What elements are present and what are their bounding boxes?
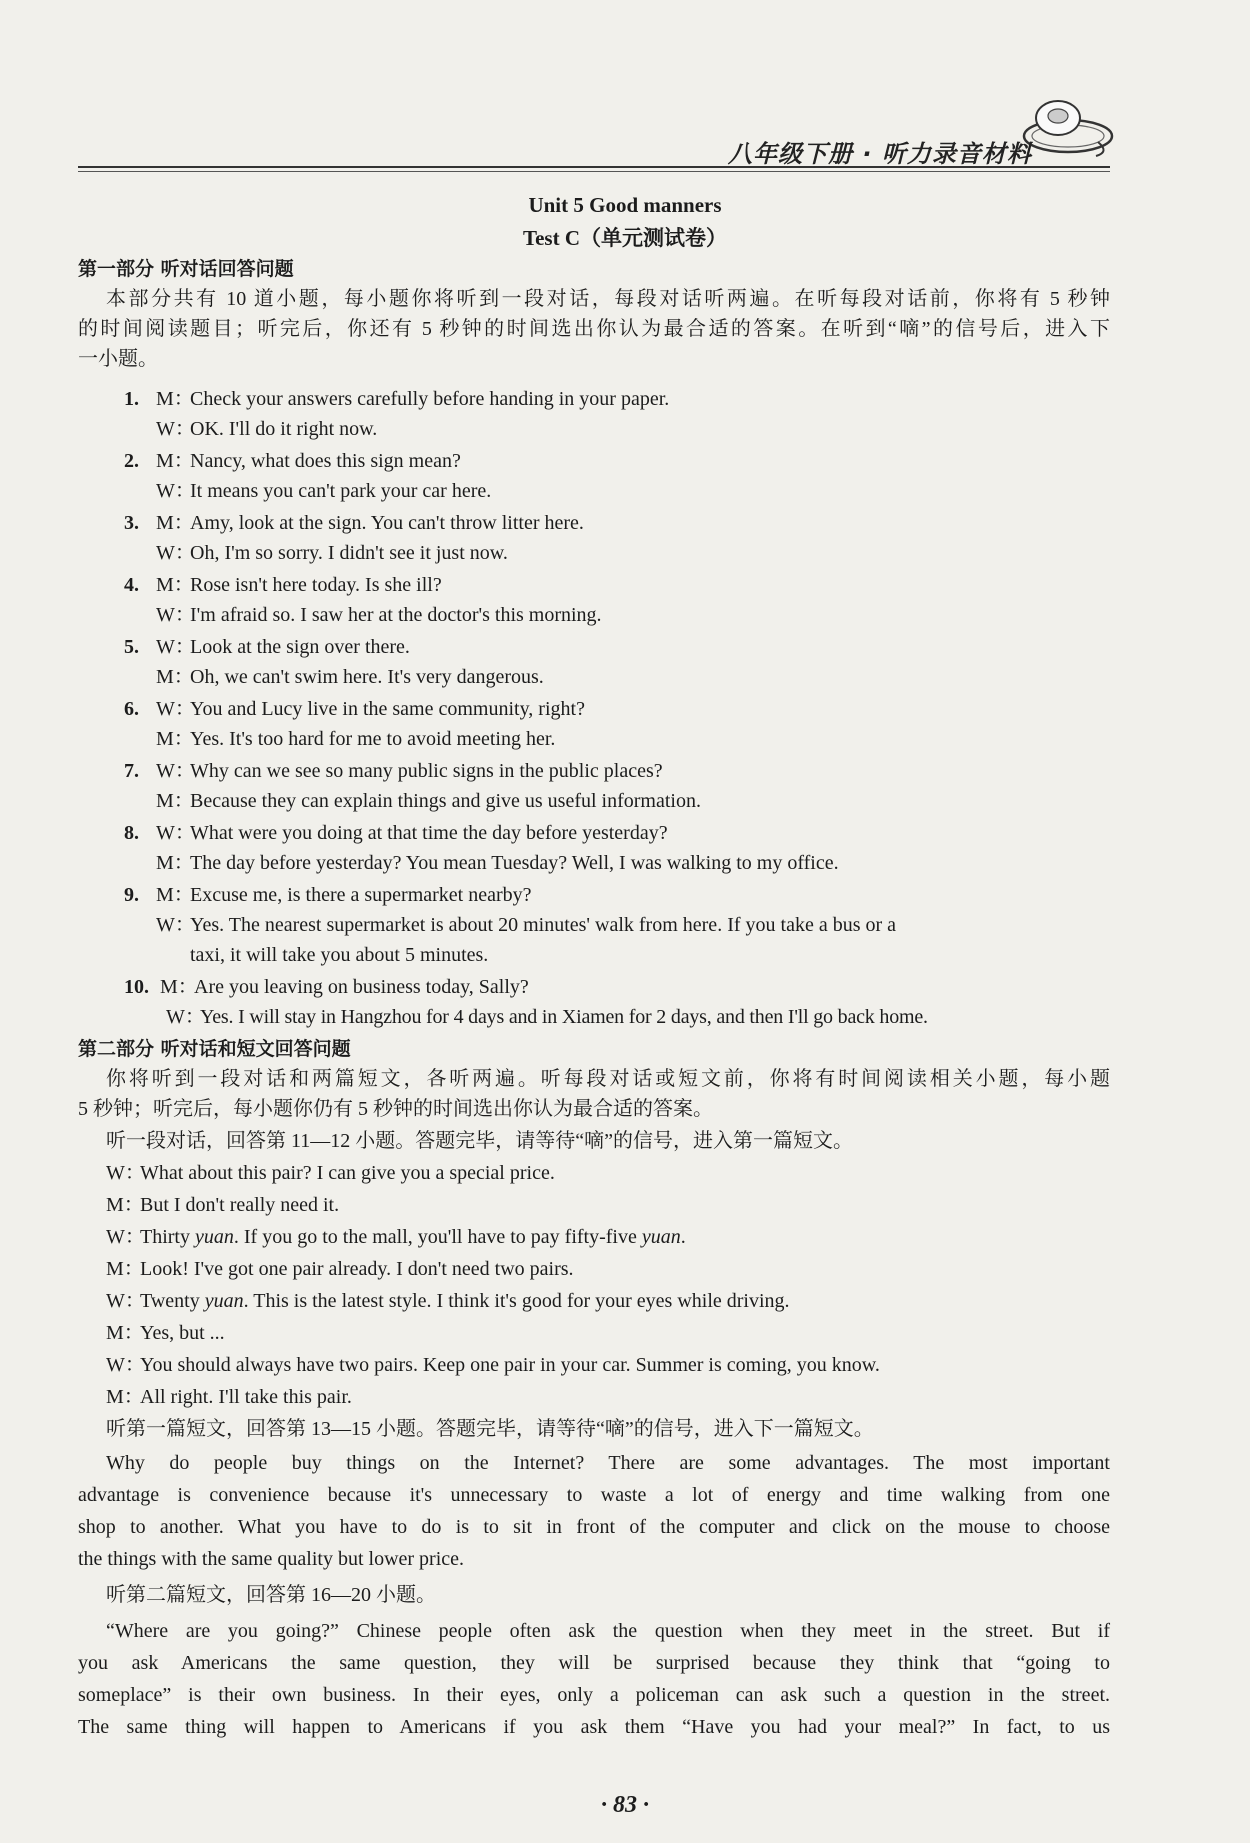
dialogue-text: Are you leaving on business today, Sally? — [194, 976, 529, 998]
speaker: M： — [160, 976, 198, 998]
question-number: 3. — [124, 512, 139, 534]
question-number: 2. — [124, 450, 139, 472]
speaker: W： — [156, 604, 195, 626]
header-rule — [78, 166, 1110, 168]
speaker: W： — [156, 636, 195, 658]
question-line — [124, 819, 668, 847]
dialogue-text: Rose isn't here today. Is she ill? — [190, 574, 442, 596]
question-line — [124, 695, 585, 723]
speaker: M： — [106, 1258, 144, 1280]
question-line — [124, 447, 461, 475]
dialogue-text: taxi, it will take you about 5 minutes. — [190, 944, 489, 966]
dialogue-italic: yuan — [204, 1290, 244, 1312]
speaker: W： — [106, 1226, 145, 1248]
speaker: M： — [156, 790, 194, 812]
question-number: 6. — [124, 698, 139, 720]
dialogue-italic: yuan — [641, 1226, 681, 1248]
dialogue-line — [106, 1159, 555, 1187]
question-number: 5. — [124, 636, 139, 658]
speaker: W： — [156, 480, 195, 502]
speaker: M： — [156, 574, 194, 596]
speaker: M： — [156, 728, 194, 750]
dialogue-text: You should always have two pairs. Keep one pair in your car. Summer is coming, you know. — [140, 1354, 880, 1376]
page-number: · 83 · — [601, 1792, 649, 1818]
header-rule-thin — [78, 171, 1110, 172]
speaker: W： — [156, 542, 195, 564]
question-line — [156, 725, 555, 753]
dialogue-text: I'm afraid so. I saw her at the doctor's this morning. — [190, 604, 602, 626]
dialogue-text: All right. I'll take this pair. — [140, 1386, 352, 1408]
speaker: M： — [156, 388, 194, 410]
unit-title: Unit 5 Good manners — [528, 193, 722, 217]
passage1-line: Why do people buy things on the Internet? There are some advantages. The most important — [106, 1452, 1110, 1474]
dialogue-line — [106, 1223, 686, 1251]
speaker: M： — [156, 450, 194, 472]
dialogue-text: What were you doing at that time the day before yesterday? — [190, 822, 668, 844]
question-line — [156, 477, 491, 505]
question-line — [156, 911, 1110, 939]
dialogue-text: OK. I'll do it right now. — [190, 418, 378, 440]
question-line — [156, 415, 377, 443]
dialogue-text: It means you can't park your car here. — [190, 480, 492, 502]
question-line — [156, 539, 508, 567]
dialogue-text: Yes, but ... — [140, 1322, 225, 1344]
part1-intro-line: 一小题。 — [78, 348, 158, 370]
passage1-line: shop to another. What you have to do is to sit in front of the computer and click on the mouse to choose — [78, 1516, 1110, 1538]
speaker: M： — [156, 884, 194, 906]
question-number: 9. — [124, 884, 139, 906]
part2-intro-line: 你将听到一段对话和两篇短文，各听两遍。听每段对话或短文前，你将有时间阅读相关小题，每小题 — [106, 1068, 1110, 1090]
speaker: M： — [106, 1194, 144, 1216]
dialogue-line — [106, 1191, 339, 1219]
dialogue-text: Check your answers carefully before handing in your paper. — [190, 388, 670, 410]
test-title: Test C（单元测试卷） — [523, 226, 727, 250]
part1-heading: 第一部分 听对话回答问题 — [78, 258, 294, 280]
question-line — [190, 941, 488, 969]
speaker: W： — [156, 698, 195, 720]
dialogue-text: Yes. It's too hard for me to avoid meeting her. — [190, 728, 556, 750]
speaker: W： — [106, 1354, 145, 1376]
headphones-icon — [1018, 96, 1118, 160]
dialogue-text: What about this pair? I can give you a special price. — [140, 1162, 555, 1184]
dialogue-text: Thirty — [140, 1226, 195, 1248]
speaker: M： — [156, 666, 194, 688]
dialogue-text: . This is the latest style. I think it's good for your eyes while driving. — [243, 1290, 790, 1312]
dialogue-text: . If you go to the mall, you'll have to pay fifty-five — [233, 1226, 642, 1248]
question-number: 4. — [124, 574, 139, 596]
speaker: M： — [156, 512, 194, 534]
speaker: M： — [106, 1322, 144, 1344]
dialogue-text: Oh, we can't swim here. It's very dangerous. — [190, 666, 544, 688]
question-line — [156, 849, 839, 877]
passage2-intro: 听第二篇短文，回答第 16—20 小题。 — [106, 1584, 436, 1606]
passage2-line: The same thing will happen to Americans if you ask them “Have you had your meal?” In fact, to us — [78, 1716, 1110, 1738]
dialogue-intro: 听一段对话，回答第 11—12 小题。答题完毕，请等待“嘀”的信号，进入第一篇短文。 — [106, 1130, 854, 1152]
passage2-line: someplace” is their own business. In their eyes, only a policeman can ask such a question in the street. — [78, 1684, 1110, 1706]
dialogue-text: Look! I've got one pair already. I don't need two pairs. — [140, 1258, 574, 1280]
dialogue-text: Look at the sign over there. — [190, 636, 410, 658]
question-line — [124, 571, 442, 599]
passage2-line: “Where are you going?” Chinese people often ask the question when they meet in the street. But if — [106, 1620, 1110, 1642]
question-line — [124, 881, 532, 909]
question-line — [124, 633, 410, 661]
dialogue-text: Because they can explain things and give us useful information. — [190, 790, 701, 812]
passage2-line: you ask Americans the same question, they will be surprised because they think that “going to — [78, 1652, 1110, 1674]
dialogue-text: Why can we see so many public signs in the public places? — [190, 760, 663, 782]
dialogue-text: Nancy, what does this sign mean? — [190, 450, 461, 472]
dialogue-text: Excuse me, is there a supermarket nearby? — [190, 884, 532, 906]
question-line — [156, 787, 701, 815]
question-line — [124, 385, 669, 413]
dialogue-text: Yes. The nearest supermarket is about 20 minutes' walk from here. If you take a bus or a — [190, 914, 897, 936]
question-line — [124, 973, 529, 1001]
speaker: W： — [156, 760, 195, 782]
speaker: M： — [106, 1386, 144, 1408]
part2-intro-line: 5 秒钟；听完后，每小题你仍有 5 秒钟的时间选出你认为最合适的答案。 — [78, 1098, 713, 1120]
dialogue-italic: yuan — [195, 1226, 234, 1248]
dialogue-text: Yes. I will stay in Hangzhou for 4 days and in Xiamen for 2 days, and then I'll go back home. — [200, 1006, 928, 1028]
question-line — [166, 1003, 928, 1031]
speaker: W： — [156, 914, 195, 936]
question-line — [156, 663, 544, 691]
dialogue-line — [106, 1287, 790, 1315]
question-line — [124, 757, 663, 785]
speaker: W： — [106, 1162, 145, 1184]
passage1-line: advantage is convenience because it's unnecessary to waste a lot of energy and time walking from one — [78, 1484, 1110, 1506]
speaker: W： — [166, 1006, 205, 1028]
question-line — [124, 509, 584, 537]
dialogue-text: You and Lucy live in the same community, right? — [190, 698, 585, 720]
speaker: W： — [156, 418, 195, 440]
question-number: 7. — [124, 760, 139, 782]
speaker: M： — [156, 852, 194, 874]
part1-intro-line: 本部分共有 10 道小题，每小题你将听到一段对话，每段对话听两遍。在听每段对话前，你将有 5 秒钟 — [106, 288, 1110, 310]
dialogue-text: Twenty — [140, 1290, 205, 1312]
dialogue-line — [106, 1319, 225, 1347]
dialogue-text: Amy, look at the sign. You can't throw litter here. — [190, 512, 584, 534]
dialogue-text: The day before yesterday? You mean Tuesday? Well, I was walking to my office. — [190, 852, 839, 874]
passage1-intro: 听第一篇短文，回答第 13—15 小题。答题完毕，请等待“嘀”的信号，进入下一篇短文。 — [106, 1418, 874, 1440]
dialogue-text: . — [680, 1226, 686, 1248]
part1-intro-line: 的时间阅读题目；听完后，你还有 5 秒钟的时间选出你认为最合适的答案。在听到“嘀”的信号后，进入下 — [78, 318, 1110, 340]
dialogue-line — [106, 1351, 880, 1379]
dialogue-line — [106, 1383, 352, 1411]
speaker: W： — [106, 1290, 145, 1312]
header-title: 八年级下册 · 听力录音材料 — [728, 140, 1032, 168]
question-number: 1. — [124, 388, 139, 410]
dialogue-text: But I don't really need it. — [140, 1194, 340, 1216]
question-number: 10. — [124, 976, 149, 998]
dialogue-text: Oh, I'm so sorry. I didn't see it just now. — [190, 542, 508, 564]
question-number: 8. — [124, 822, 139, 844]
speaker: W： — [156, 822, 195, 844]
question-line — [156, 601, 602, 629]
part2-heading: 第二部分 听对话和短文回答问题 — [78, 1038, 351, 1060]
dialogue-line — [106, 1255, 574, 1283]
passage1-line: the things with the same quality but lower price. — [78, 1548, 465, 1570]
